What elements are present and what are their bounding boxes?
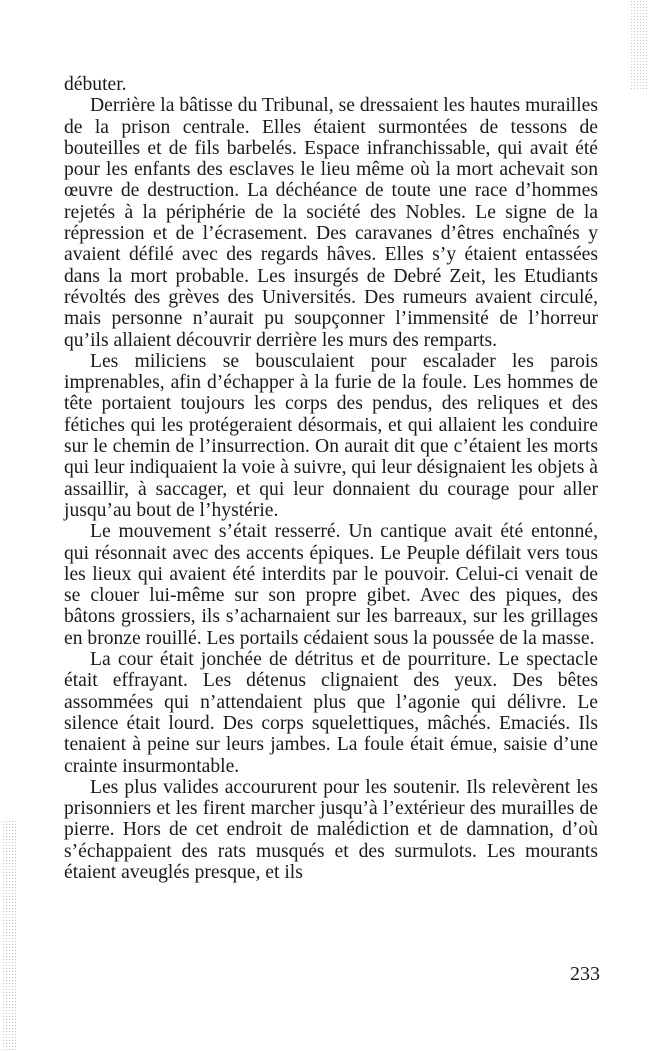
paragraph-militiamen: Les miliciens se bousculaient pour escalader les parois imprenables, afin d’échapper à la furie de la foule. Les hommes de tête portaient toujours les corps des pendus, des reliques et des fétiches qui les protégeraient désormais, et qui allaient les conduire sur le chemin de l’insurrection. On aurait dit que c’étaient les morts qui leur indiquaient la voie à suivre, qui leur désignaient les objets à assaillir, à saccager, et qui leur donnaient du courage pour aller jusqu’au bout de l’hystérie. bbox=[64, 350, 598, 521]
paragraph-prison-walls: Derrière la bâtisse du Tribunal, se dressaient les hautes murailles de la prison centrale. Elles étaient surmontées de tessons de bouteilles et de fils barbelés. Espace infranchissable, qui avait été pour les enfants des esclaves le lieu même où la mort achevait son œuvre de destruction. La déchéance de toute une race d’hommes rejetés à la périphérie de la société des Nobles. Le signe de la répression et de l’écrasement. Des caravanes d’êtres enchaînés y avaient défilé avec des regards hâves. Elles s’y étaient entassées dans la mort probable. Les insurgés de Debré Zeit, les Etudiants révoltés des grèves des Universités. Des rumeurs avaient circulé, mais personne n’aurait pu soupçonner l’immensité de l’horreur qu’ils allaient découvrir derrière les murs des remparts. bbox=[64, 95, 598, 351]
paragraph-prisoners: Les plus valides accoururent pour les soutenir. Ils relevèrent les prisonniers et les firent marcher jusqu’à l’extérieur des murailles de pierre. Hors de cet endroit de malédiction et de damnation, d’où s’échappaient des rats musqués et des surmulots. Les mourants étaient aveuglés presque, et ils bbox=[64, 776, 598, 883]
paragraph-continuation: débuter. bbox=[64, 74, 127, 95]
body-text bbox=[64, 74, 598, 883]
scan-artifact-left-edge bbox=[2, 820, 18, 1051]
paragraph-courtyard: La cour était jonchée de détritus et de pourriture. Le spectacle était effrayant. Les détenus clignaient des yeux. Des bêtes assommées qui n’attendaient plus que l’agonie qui délivre. Le silence était lourd. Des corps squelettiques, mâchés. Emaciés. Ils tenaient à peine sur leurs jambes. La foule était émue, saisie d’une crainte insurmontable. bbox=[64, 649, 598, 777]
paragraph-movement: Le mouvement s’était resserré. Un cantique avait été entonné, qui résonnait avec des accents épiques. Le Peuple défilait vers tous les lieux qui avaient été interdits par le pouvoir. Celui-ci venait de se clouer lui-même sur son propre gibet. Avec des piques, des bâtons grossiers, ils s’acharnaient sur les barreaux, sur les grillages en bronze rouillé. Les portails cédaient sous la poussée de la masse. bbox=[64, 521, 598, 649]
scan-artifact-right-edge bbox=[630, 0, 648, 90]
book-page bbox=[64, 74, 598, 883]
page-number: 233 bbox=[570, 963, 600, 985]
